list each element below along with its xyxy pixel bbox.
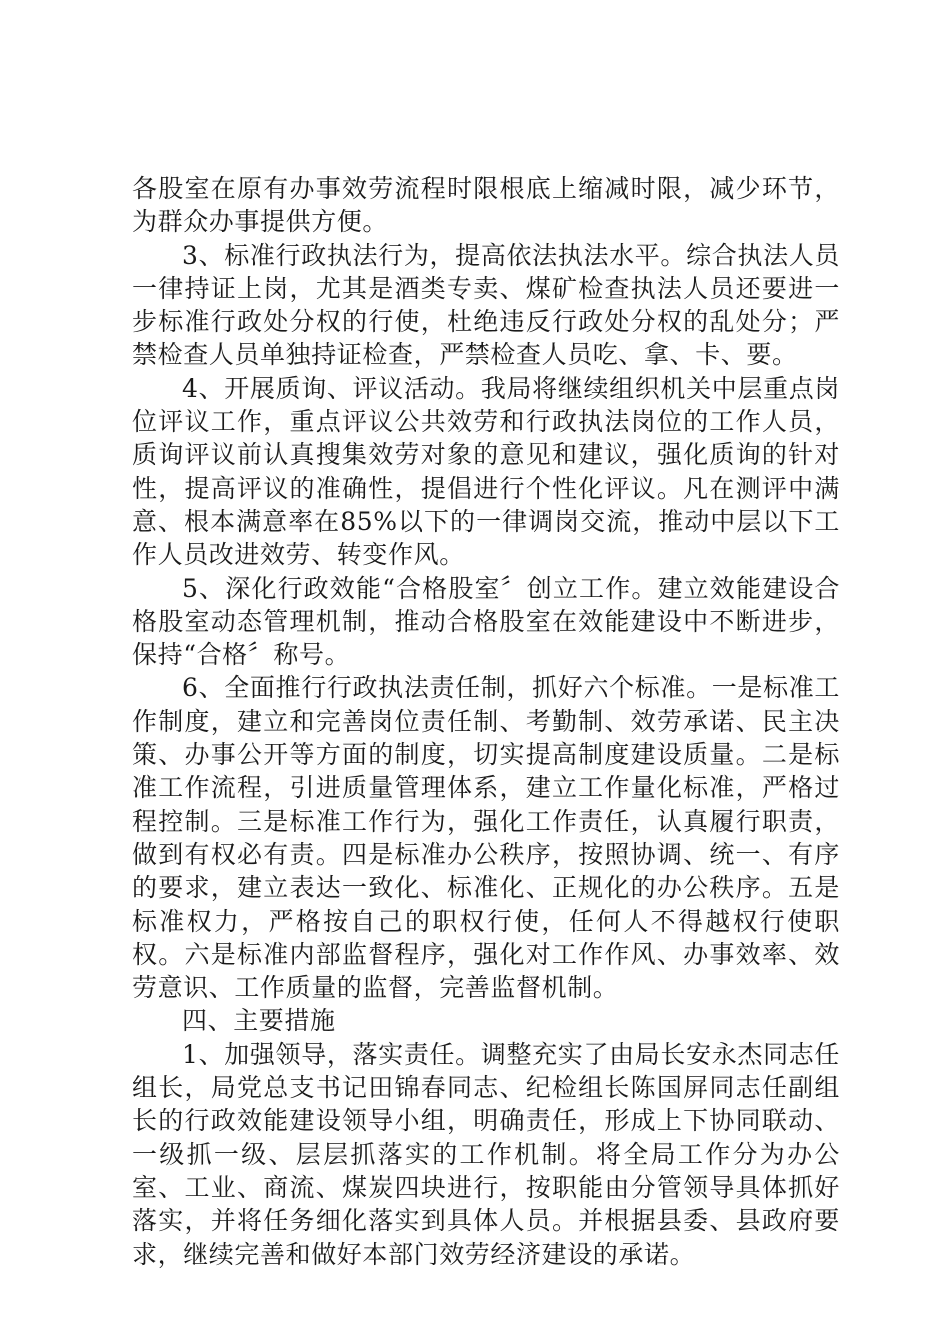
section-heading: 四、主要措施 bbox=[182, 1006, 336, 1036]
paragraph-continuation: 各股室在原有办事效劳流程时限根底上缩减时限，减少环节，为群众办事提供方便。 bbox=[132, 174, 840, 237]
paragraph-item-4: 4、开展质询、评议活动。我局将继续组织机关中层重点岗位评议工作，重点评议公共效劳和行政执法岗位的工作人员，质询评议前认真搜集效劳对象的意见和建议，强化质询的针对性，提高评议的准确性，提倡进行个性化评议。凡在测评中满意、根本满意率在85%以下的一律调岗交流，推动中层以下工作人员改进效劳、转变作风。 bbox=[132, 373, 840, 570]
paragraph-measure-1: 1、加强领导，落实责任。调整充实了由局长安永杰同志任组长，局党总支书记田锦春同志、纪检组长陈国屏同志任副组长的行政效能建设领导小组，明确责任，形成上下协同联动、一级抓一级、层层抓落实的工作机制。将全局工作分为办公室、工业、商流、煤炭四块进行，按职能由分管领导具体抓好落实，并将任务细化落实到具体人员。并根据县委、县政府要求，继续完善和做好本部门效劳经济建设的承诺。 bbox=[132, 1039, 840, 1269]
paragraph-item-6: 6、全面推行行政执法责任制，抓好六个标准。一是标准工作制度，建立和完善岗位责任制、考勤制、效劳承诺、民主决策、办事公开等方面的制度，切实提高制度建设质量。二是标准工作流程，引进质量管理体系，建立工作量化标准，严格过程控制。三是标准工作行为，强化工作责任，认真履行职责，做到有权必有责。四是标准办公秩序，按照协调、统一、有序的要求，建立表达一致化、标准化、正规化的办公秩序。五是标准权力，严格按自己的职权行使，任何人不得越权行使职权。六是标准内部监督程序，强化对工作作风、办事效率、效劳意识、工作质量的监督，完善监督机制。 bbox=[132, 673, 840, 1003]
paragraph-item-5: 5、深化行政效能“合格股室〞创立工作。建立效能建设合格股室动态管理机制，推动合格股室在效能建设中不断进步，保持“合格〞称号。 bbox=[132, 573, 840, 670]
paragraph-item-3: 3、标准行政执法行为，提高依法执法水平。综合执法人员一律持证上岗，尤其是酒类专卖、煤矿检查执法人员还要进一步标准行政处分权的行使，杜绝违反行政处分权的乱处分；严禁检查人员单独持证检查，严禁检查人员吃、拿、卡、要。 bbox=[132, 240, 840, 370]
document-body bbox=[132, 172, 840, 1271]
